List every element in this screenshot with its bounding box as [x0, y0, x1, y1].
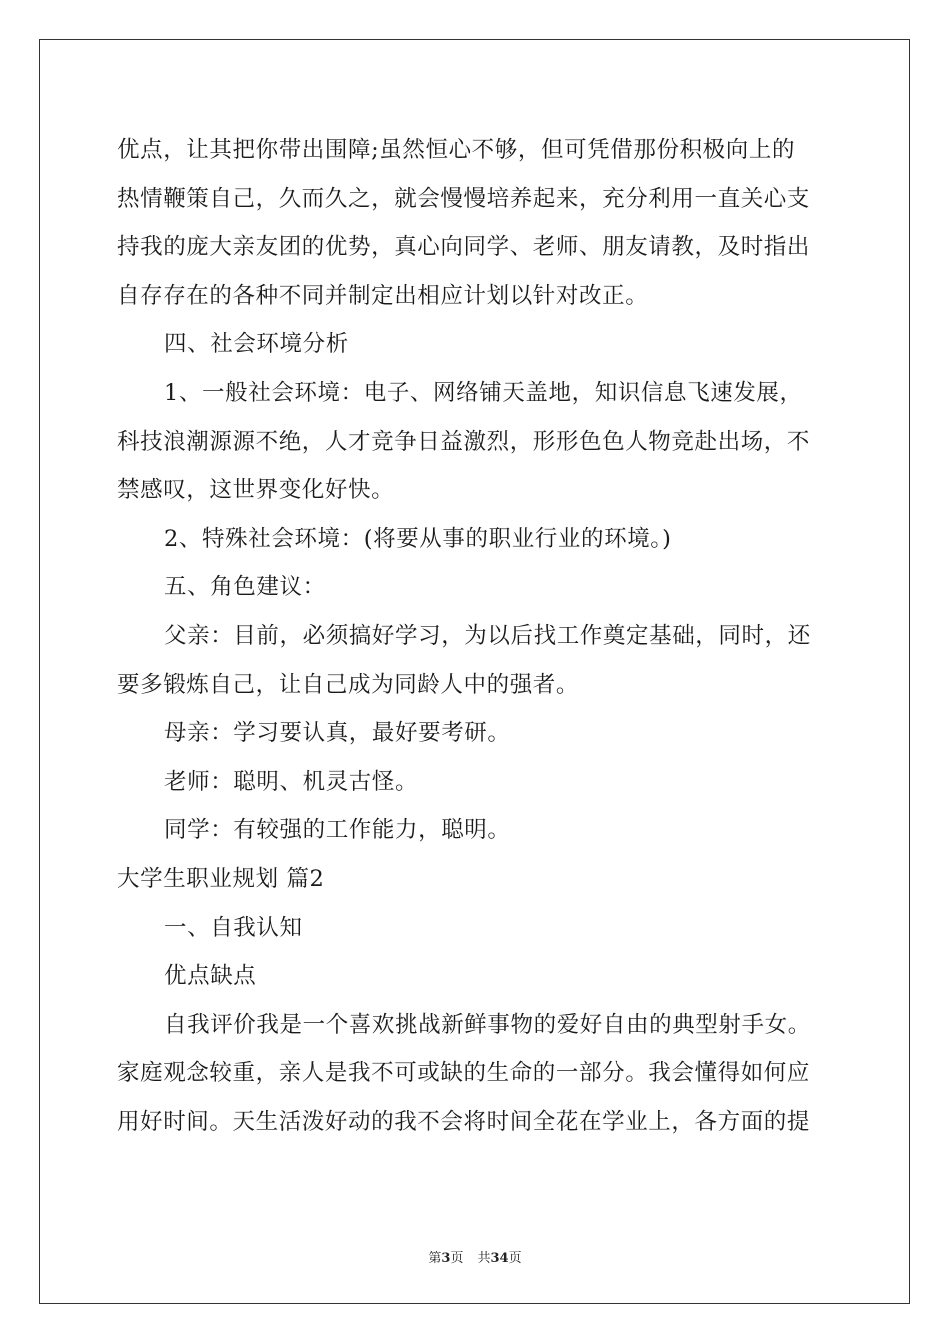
text-line: 老师：聪明、机灵古怪。 [164, 768, 419, 795]
article-title: 大学生职业规划 篇2 [117, 865, 325, 892]
page-total: 34 [490, 1251, 509, 1266]
text-line: 要多锻炼自己，让自己成为同龄人中的强者。 [117, 671, 580, 698]
text-line: 父亲：目前，必须搞好学习，为以后找工作奠定基础，同时，还 [164, 622, 811, 649]
text-line: 同学：有较强的工作能力，聪明。 [164, 817, 511, 844]
text-line: 禁感叹，这世界变化好快。 [117, 477, 395, 504]
text-line: 优点，让其把你带出围障;虽然恒心不够，但可凭借那份积极向上的 [117, 137, 796, 163]
section-heading: 一、自我认知 [164, 914, 303, 941]
text-line: 自存存在的各种不同并制定出相应计划以针对改正。 [117, 282, 649, 309]
total-suffix: 页 [508, 1251, 522, 1266]
page-prefix: 第 [428, 1251, 442, 1266]
text-line: 科技浪潮源源不绝，人才竞争日益激烈，形形色色人物竞赴出场，不 [117, 428, 811, 455]
section-heading: 五、角色建议： [164, 574, 326, 601]
page-current: 3 [441, 1251, 451, 1266]
subsection-heading: 优点缺点 [164, 963, 257, 990]
text-line: 用好时间。天生活泼好动的我不会将时间全花在学业上，各方面的提 [117, 1108, 811, 1135]
page-suffix: 页 [450, 1251, 464, 1266]
text-line: 持我的庞大亲友团的优势，真心向同学、老师、朋友请教，及时指出 [117, 234, 811, 261]
section-heading: 四、社会环境分析 [164, 331, 349, 358]
text-line: 家庭观念较重，亲人是我不可或缺的生命的一部分。我会懂得如何应 [117, 1060, 811, 1087]
text-line: 1、一般社会环境：电子、网络铺天盖地，知识信息飞速发展， [164, 379, 803, 406]
text-line: 2、特殊社会环境：(将要从事的职业行业的环境。) [164, 525, 672, 552]
text-line: 母亲：学习要认真，最好要考研。 [164, 720, 511, 747]
page-footer [0, 1247, 950, 1266]
total-prefix: 共 [477, 1251, 491, 1266]
text-line: 自我评价我是一个喜欢挑战新鲜事物的爱好自由的典型射手女。 [164, 1011, 811, 1038]
text-line: 热情鞭策自己，久而久之，就会慢慢培养起来，充分利用一直关心支 [117, 185, 811, 212]
document-body [117, 126, 837, 1146]
